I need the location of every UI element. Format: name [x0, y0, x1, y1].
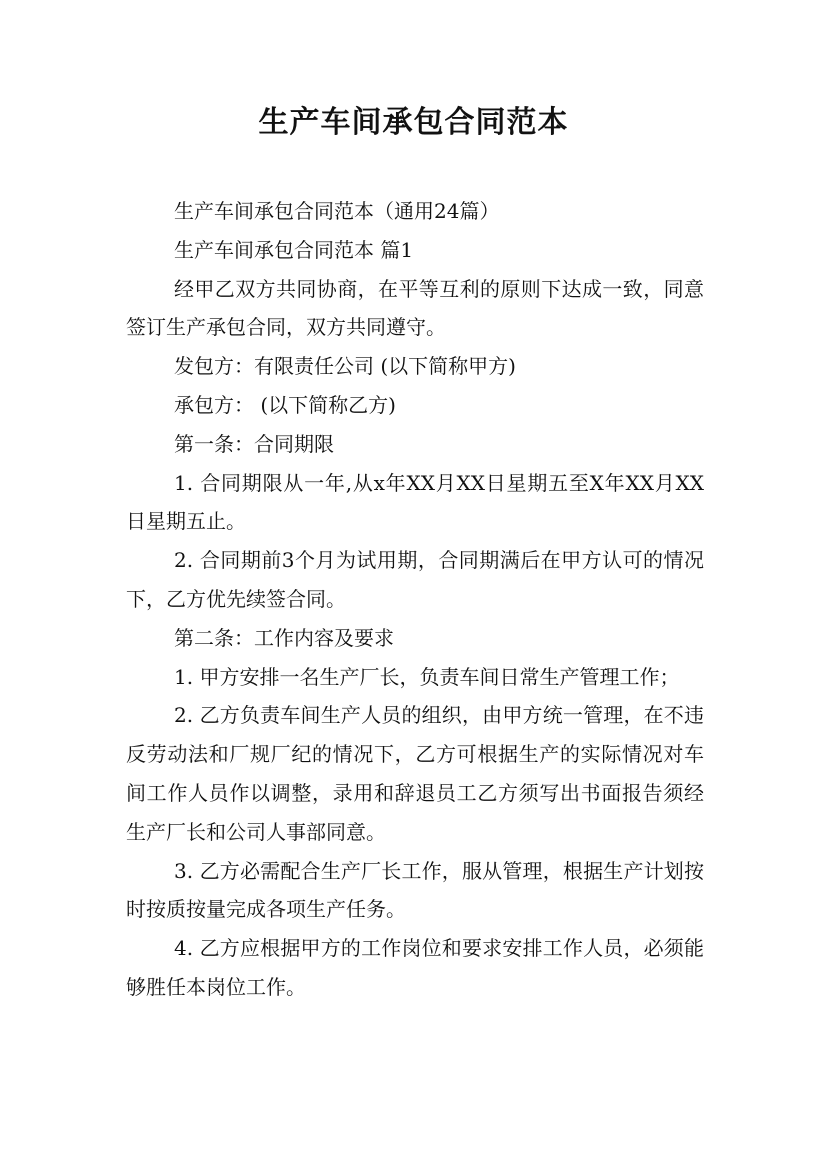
document-body — [126, 192, 704, 1007]
article-1-heading: 第一条：合同期限 — [174, 431, 334, 456]
article-1-clause-2: 2. 合同期前3个月为试用期，合同期满后在甲方认可的情况下，乙方优先续签合同。 — [126, 548, 704, 611]
article-2-clause-3: 3. 乙方必需配合生产厂长工作，服从管理，根据生产计划按时按质按量完成各项生产任务。 — [126, 858, 704, 922]
article-2-clause-2: 2. 乙方负责车间生产人员的组织，由甲方统一管理，在不违反劳动法和厂规厂纪的情况下，乙方可根据生产的实际情况对车间工作人员作以调整，录用和辞退员工乙方须写出书面报告须经生产厂长和公司人事部同意。 — [126, 703, 704, 844]
paragraph-party-a: 发包方：有限责任公司 (以下简称甲方) — [174, 354, 516, 379]
paragraph-intro: 经甲乙双方共同协商，在平等互利的原则下达成一致，同意签订生产承包合同，双方共同遵守。 — [126, 276, 704, 340]
article-2-clause-4: 4. 乙方应根据甲方的工作岗位和要求安排工作人员，必须能够胜任本岗位工作。 — [126, 936, 704, 999]
article-2-clause-1: 1. 甲方安排一名生产厂长，负责车间日常生产管理工作； — [174, 664, 680, 689]
paragraph-subtitle: 生产车间承包合同范本（通用24篇） — [174, 199, 500, 223]
document-title: 生产车间承包合同范本 — [258, 105, 569, 140]
paragraph-section-heading: 生产车间承包合同范本 篇1 — [174, 237, 414, 262]
paragraph-party-b: 承包方： (以下简称乙方) — [174, 392, 396, 417]
article-2-heading: 第二条：工作内容及要求 — [174, 625, 394, 650]
article-1-clause-1: 1. 合同期限从一年,从x年XX月XX日星期五至X年XX月XX日星期五止。 — [126, 470, 704, 534]
